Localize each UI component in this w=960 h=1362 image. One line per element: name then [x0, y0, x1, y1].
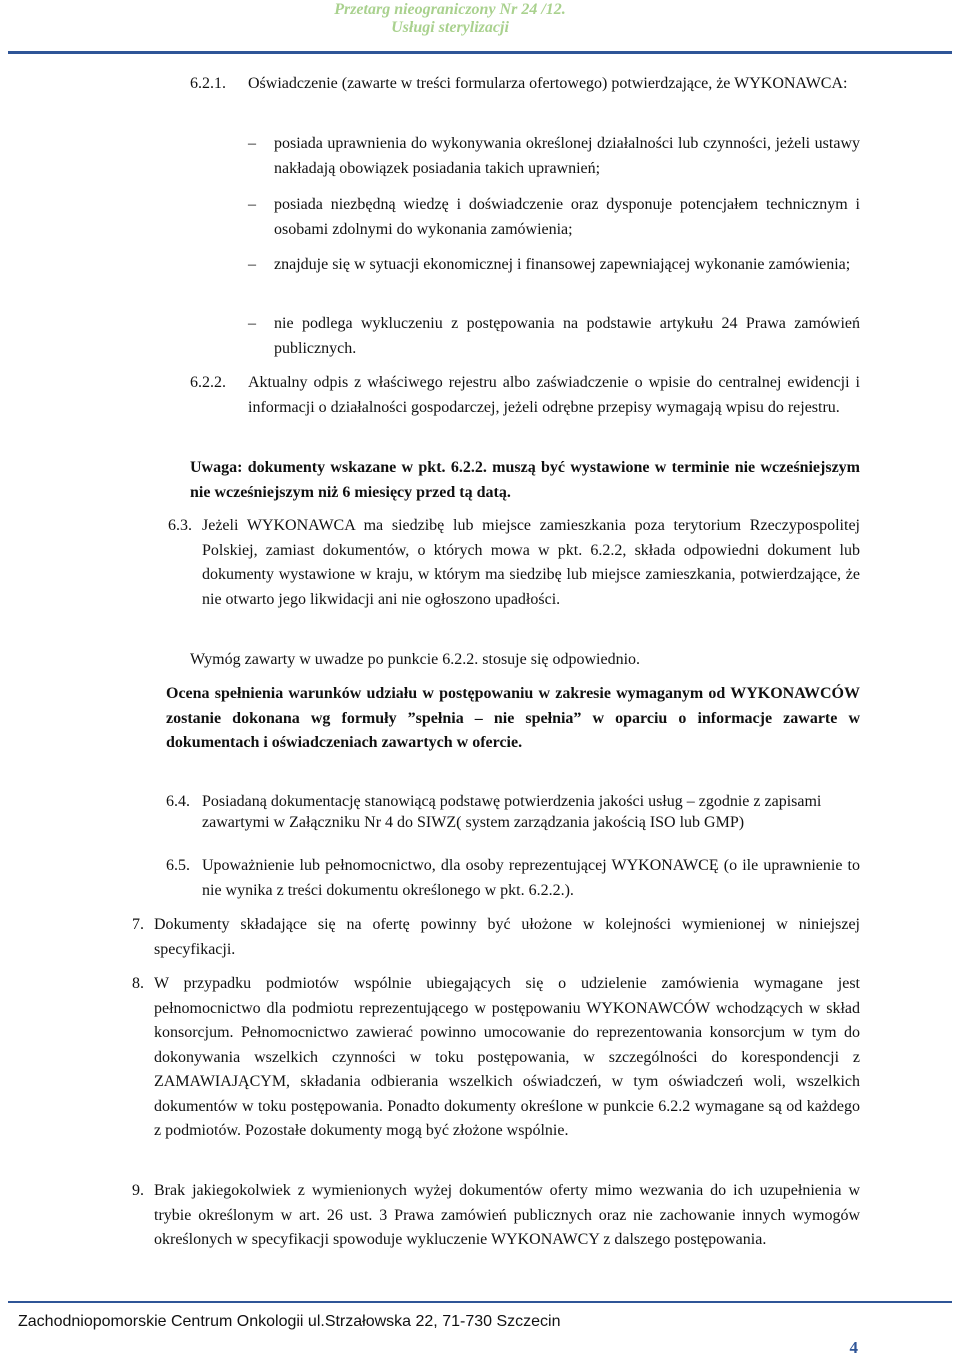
- page-number: 4: [849, 1338, 858, 1357]
- section-6-3-text: Jeżeli WYKONAWCA ma siedzibę lub miejsce zamieszkania poza terytorium Rzeczypospolitej Polskiej, zamiast dokumentów, o których mowa w pkt. 6.2.2, składa odpowiedni dokument lub dokumenty wystawione w kraju, w którym ma siedzibę lub miejsce zamieszkania, potwierdzające, że nie otwarto jego likwidacji ani nie ogłoszono upadłości.: [202, 517, 860, 608]
- section-9-text: Brak jakiegokolwiek z wymienionych wyżej dokumentów oferty mimo wezwania do ich uzupełnienia w trybie określonym w art. 26 ust. 3 Prawa zamówień publicznych oraz nie zachowanie innych wymogów określonych w specyfikacji spowoduje wykluczenie WYKONAWCY z dalszego postępowania.: [154, 1182, 860, 1248]
- header-rule: [8, 51, 952, 54]
- list-dash: –: [248, 315, 256, 332]
- note-paragraph: Uwaga: dokumenty wskazane w pkt. 6.2.2. muszą być wystawione w terminie nie wcześniejszym nie wcześniejszym niż 6 miesięcy przed tą datą.: [190, 459, 860, 501]
- section-7-number: 7.: [132, 916, 144, 933]
- list-item: znajduje się w sytuacji ekonomicznej i finansowej zapewniającej wykonanie zamówienia;: [274, 256, 851, 273]
- list-item: posiada uprawnienia do wykonywania określonej działalności lub czynności, jeżeli ustawy nakładają obowiązek posiadania takich uprawnień;: [274, 135, 860, 177]
- section-6-3-number: 6.3.: [168, 517, 192, 534]
- list-dash: –: [248, 256, 256, 273]
- requirement-paragraph: Wymóg zawarty w uwadze po punkcie 6.2.2. stosuje się odpowiednio.: [190, 651, 641, 668]
- section-8-number: 8.: [132, 975, 144, 992]
- section-6-4-text: Posiadaną dokumentację stanowiącą podstawę potwierdzenia jakości usług – zgodnie z zapisami zawartymi w Załączniku Nr 4 do SIWZ( system zarządzania jakością ISO lub GMP): [202, 793, 822, 831]
- list-dash: –: [248, 135, 256, 152]
- list-item: posiada niezbędną wiedzę i doświadczenie oraz dysponuje potencjałem technicznym i osobami zdolnymi do wykonania zamówienia;: [274, 196, 860, 238]
- section-6-2-2-text: Aktualny odpis z właściwego rejestru albo zaświadczenie o wpisie do centralnej ewidencji i informacji o działalności gospodarczej, jeżeli odrębne przepisy wymagają wpisu do rejestru.: [248, 374, 860, 416]
- section-8-text: W przypadku podmiotów wspólnie ubiegających się o udzielenie zamówienia wymagane jest pełnomocnictwo dla podmiotu reprezentującego w postępowaniu WYKONAWCÓW wchodzących w skład konsorcjum. Pełnomocnictwo zawierać powinno umocowanie do reprezentowania konsorcjum w tym do dokonywania wszelkich czynności w toku postępowania, w szczególności do korespondencji z ZAMAWIAJĄCYM, składania odbierania wszelkich oświadczeń, w tym oświadczeń woli, wszelkich dokumentów w toku postępowania. Ponadto dokumenty określone w punkcie 6.2.2 wymagane są od każdego z podmiotów. Pozostałe dokumenty mogą być złożone wspólnie.: [154, 975, 860, 1139]
- header-subtitle: Usługi sterylizacji: [391, 19, 509, 36]
- section-9-number: 9.: [132, 1182, 144, 1199]
- header-title: Przetarg nieograniczony Nr 24 /12.: [334, 1, 566, 18]
- section-6-5-number: 6.5.: [166, 857, 190, 874]
- section-7-text: Dokumenty składające się na ofertę powinny być ułożone w kolejności wymienionej w niniejszej specyfikacji.: [154, 916, 860, 958]
- section-6-4-number: 6.4.: [166, 793, 190, 810]
- section-6-2-2-number: 6.2.2.: [190, 374, 226, 391]
- assessment-paragraph: Ocena spełnienia warunków udziału w postępowaniu w zakresie wymaganym od WYKONAWCÓW zostanie dokonana wg formuły ”spełnia – nie spełnia” w oparciu o informacje zawarte w dokumentach i oświadczeniach zawartych w ofercie.: [166, 685, 860, 751]
- list-dash: –: [248, 196, 256, 213]
- section-6-2-1-intro: Oświadczenie (zawarte w treści formularza ofertowego) potwierdzające, że WYKONAWCA:: [248, 75, 848, 92]
- section-6-5-text: Upoważnienie lub pełnomocnictwo, dla osoby reprezentującej WYKONAWCĘ (o ile uprawnienie to nie wynika z treści dokumentu określonego w pkt. 6.2.2.).: [202, 857, 860, 899]
- footer-address: Zachodniopomorskie Centrum Onkologii ul.Strzałowska 22, 71-730 Szczecin: [18, 1313, 561, 1330]
- list-item: nie podlega wykluczeniu z postępowania na podstawie artykułu 24 Prawa zamówień publicznych.: [274, 315, 860, 357]
- footer-rule: [8, 1301, 952, 1303]
- section-6-2-1-number: 6.2.1.: [190, 75, 226, 92]
